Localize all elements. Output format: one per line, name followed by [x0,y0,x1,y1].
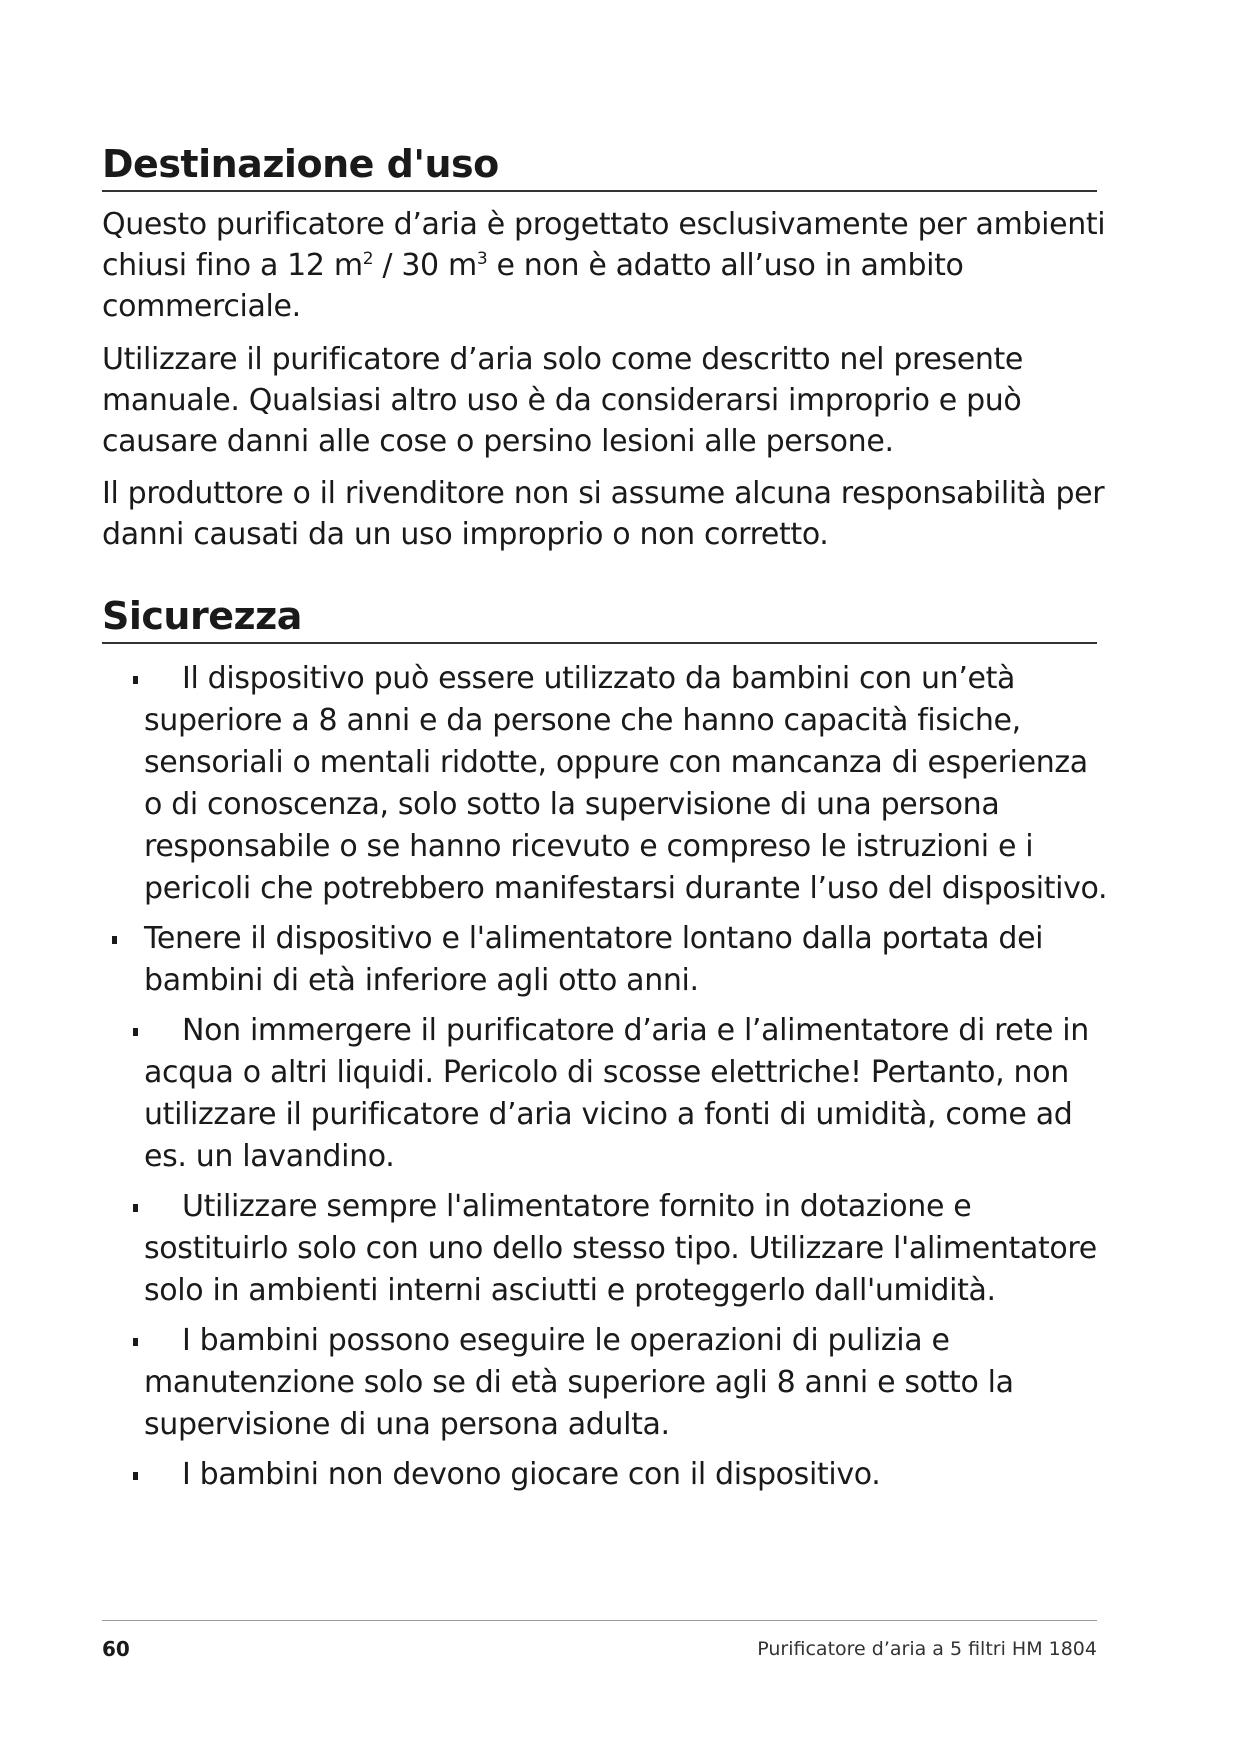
volume-prefix: / 30 m [373,248,477,283]
safety-bullet-text: Il dispositivo può essere utilizzato da bambini con un’età superiore a 8 anni e da persone che hanno capacità fisiche, sensoriali o mentali ridotte, oppure con mancanza di esperienza o di conoscenza, solo sotto la supervisione di una persona responsabile o se hanno ricevuto e compreso le istruzioni e i pericoli che potrebbero manifestarsi durante l’uso del dispositivo. [144,661,1108,906]
intended-use-paragraph-3: Il produttore o il rivenditore non si assume alcuna responsabilità per danni causati da un uso improprio o non corretto. [102,476,1105,552]
bullet-square-icon [133,1028,138,1036]
safety-bullet-text: Tenere il dispositivo e l'alimentatore lontano dalla portata dei bambini di età inferiore agli otto anni. [144,921,1044,998]
section-title-safety: Sicurezza [102,592,1097,644]
safety-bullet-item [102,1010,1112,1178]
page-number: 60 [102,1637,130,1661]
safety-bullet-item [102,658,1112,910]
footer-divider [102,1620,1097,1621]
bullet-square-icon [133,1338,138,1346]
intended-use-text-end: e non è adatto all’uso in ambito commerciale. [102,248,964,324]
bullet-square-icon [133,676,138,684]
bullet-square-icon [133,1472,138,1480]
bullet-square-icon [133,1204,138,1212]
intended-use-paragraph-1 [102,204,1112,327]
safety-bullet-item [102,1320,1112,1446]
safety-bullet-text: I bambini non devono giocare con il dispositivo. [182,1457,881,1492]
safety-bullet-list [102,658,1112,1504]
area-exponent: 2 [362,249,374,269]
safety-bullet-text: I bambini possono eseguire le operazioni di pulizia e manutenzione solo se di età superiore agli 8 anni e sotto la supervisione di una persona adulta. [144,1323,1014,1442]
safety-bullet-text: Non immergere il purificatore d’aria e l’alimentatore di rete in acqua o altri liquidi. Pericolo di scosse elettriche! Pertanto, non utilizzare il purificatore d’aria vicino a fonti di umidità, come ad es. un lavandino. [144,1013,1089,1174]
safety-bullet-item [102,1454,1112,1496]
intended-use-text-start: Questo purificatore d’aria è progettato esclusivamente per ambienti chiusi fino a 12 m [102,207,1106,283]
safety-bullet-text: Utilizzare sempre l'alimentatore fornito in dotazione e sostituirlo solo con uno dello stesso tipo. Utilizzare l'alimentatore solo in ambienti interni asciutti e proteggerlo dall'umidità. [144,1189,1097,1308]
section-title-intended-use: Destinazione d'uso [102,140,1097,192]
safety-bullet-item [102,1186,1112,1312]
safety-bullet-item [102,918,1112,1002]
footer-product-name: Purificatore d’aria a 5 filtri HM 1804 [757,1638,1097,1660]
intended-use-paragraph-2: Utilizzare il purificatore d’aria solo come descritto nel presente manuale. Qualsiasi altro uso è da considerarsi improprio e può causare danni alle cose o persino lesioni alle persone. [102,342,1024,459]
bullet-square-icon [112,936,117,944]
volume-exponent: 3 [476,249,488,269]
